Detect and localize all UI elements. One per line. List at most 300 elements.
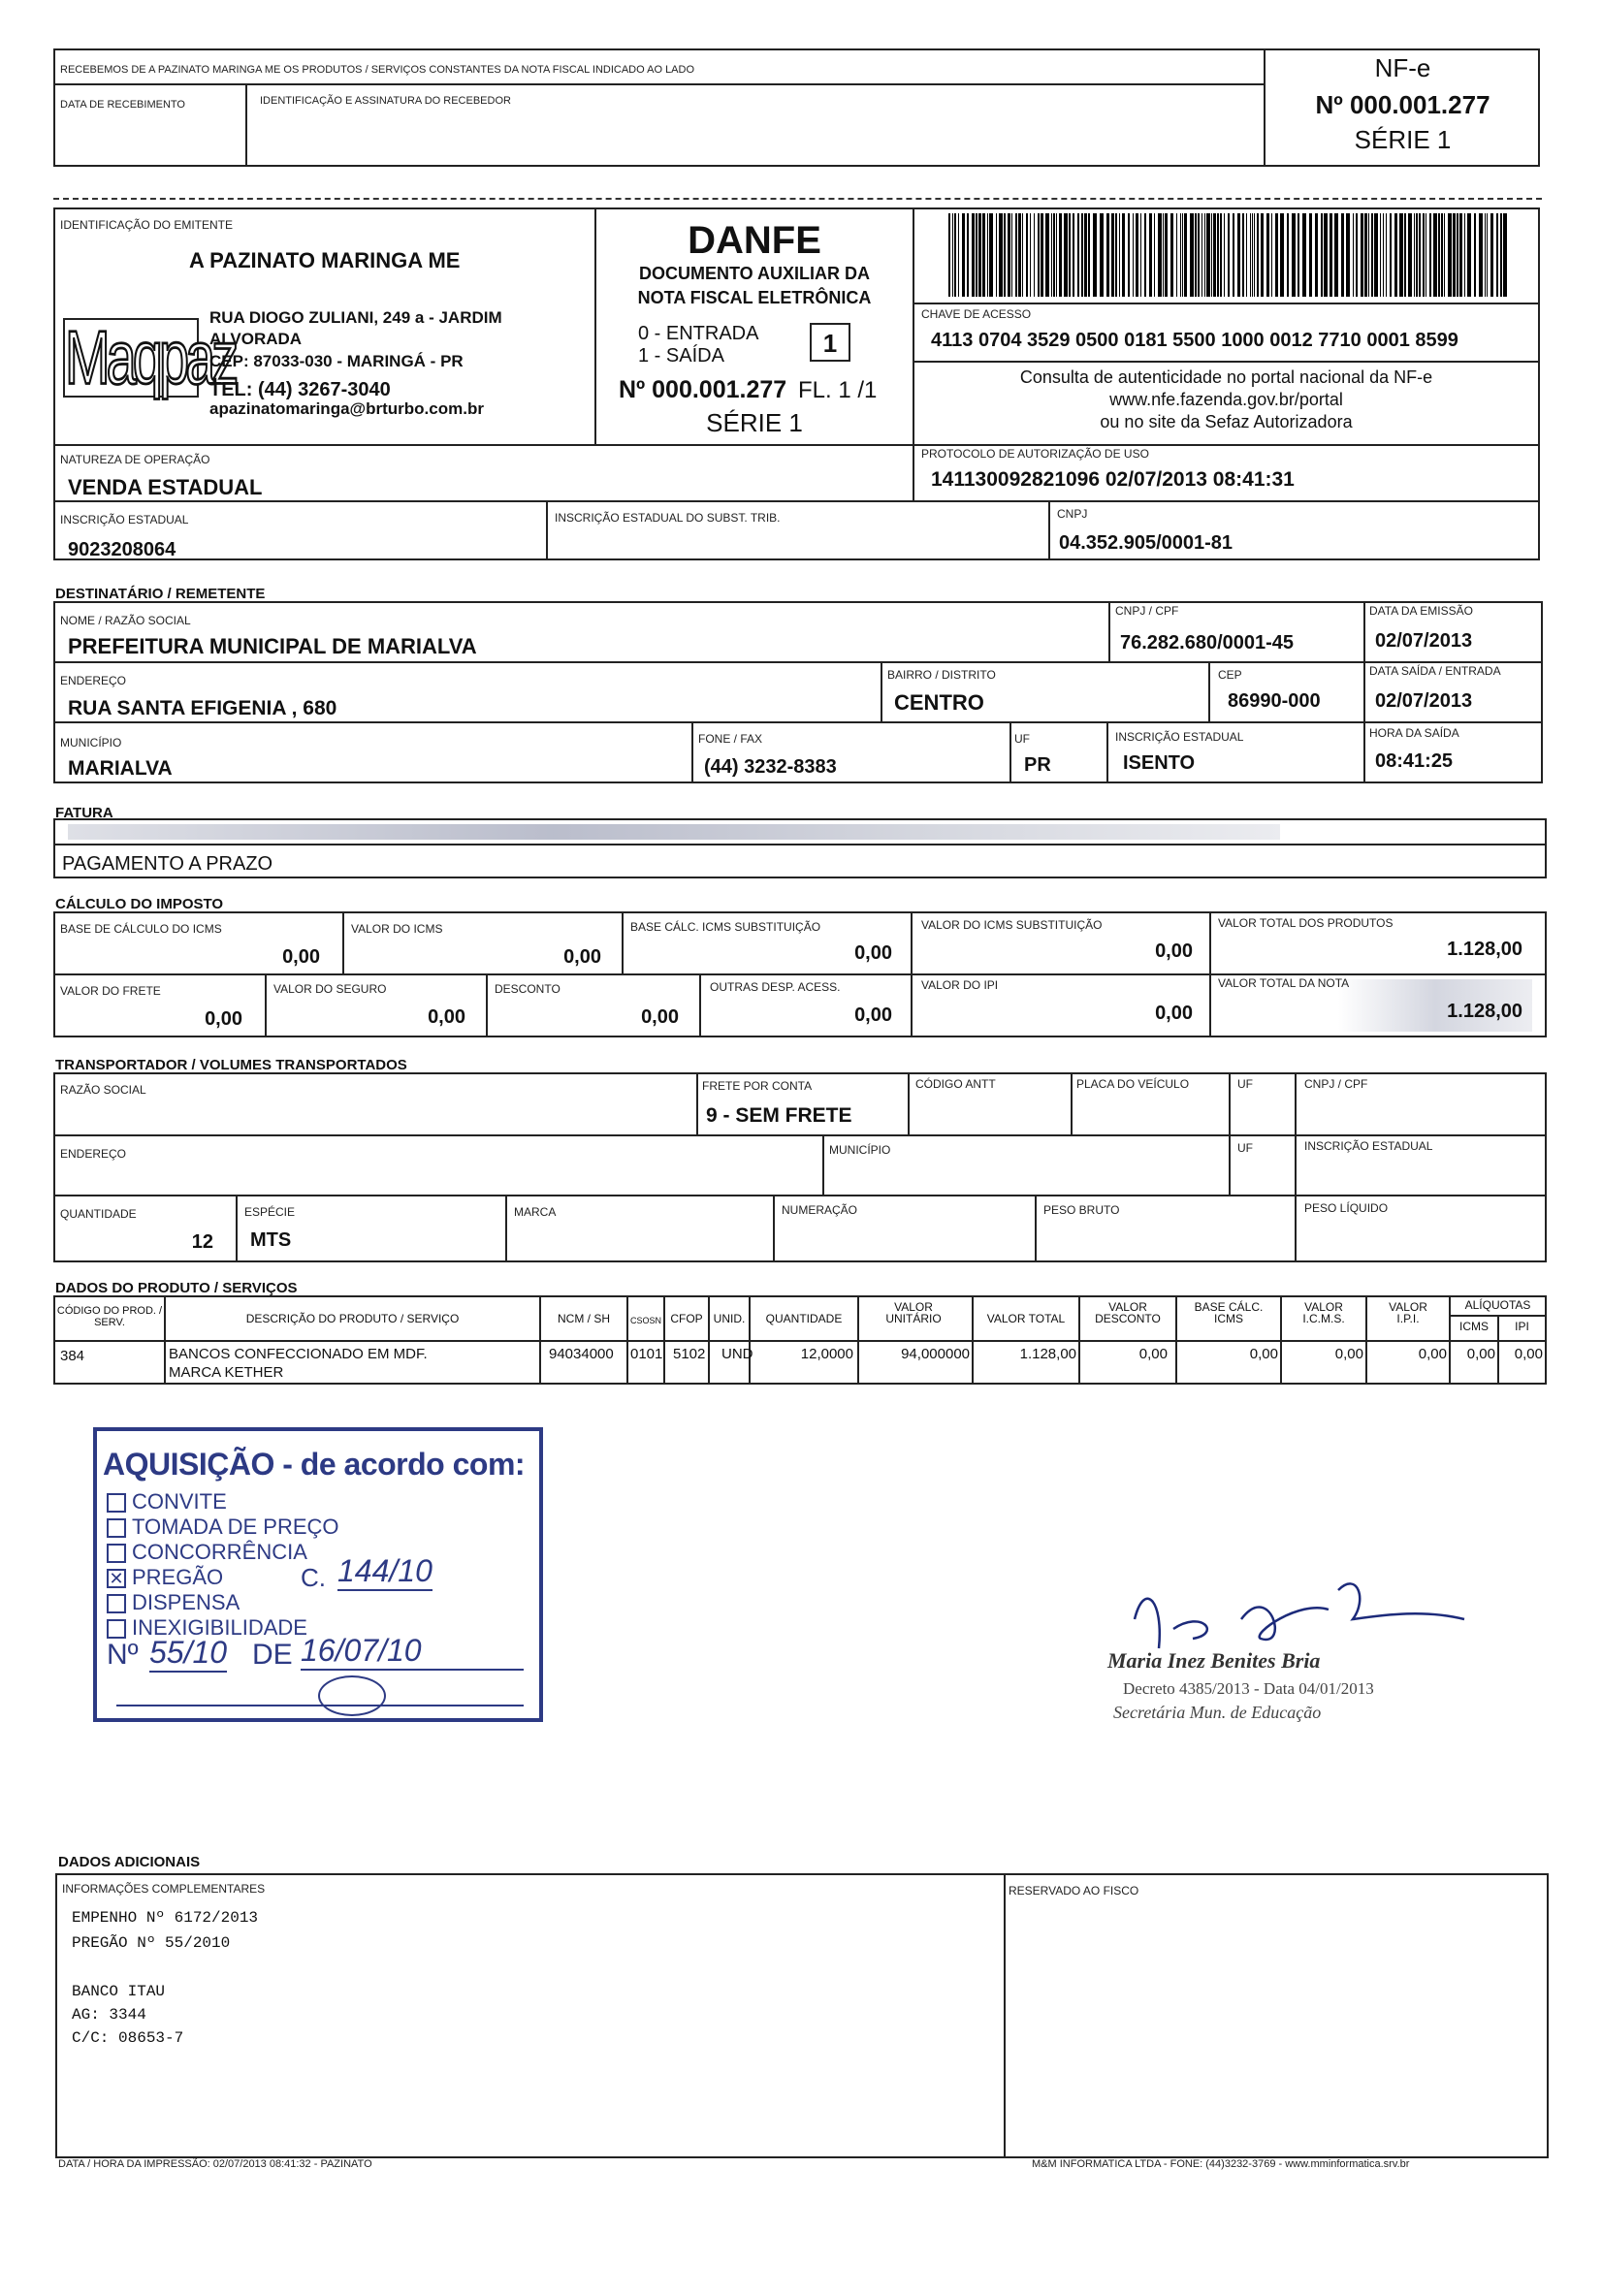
imp-desconto-label: DESCONTO — [495, 982, 561, 996]
barcode — [948, 213, 1511, 297]
col-unitario: VALOR UNITÁRIO — [885, 1300, 942, 1325]
col-base: BASE CÁLC. ICMS — [1194, 1300, 1264, 1325]
danfe-folha: FL. 1 /1 — [798, 377, 878, 403]
dest-emissao-label: DATA DA EMISSÃO — [1369, 604, 1473, 618]
fisco-box — [1004, 1873, 1549, 2158]
barcode-bar — [1088, 213, 1090, 297]
barcode-bar — [1195, 213, 1197, 297]
col-quantidade: QUANTIDADE — [765, 1312, 843, 1325]
barcode-bar — [1073, 213, 1074, 297]
barcode-bar — [1182, 213, 1183, 297]
barcode-bar — [1364, 213, 1367, 297]
dest-nome-label: NOME / RAZÃO SOCIAL — [60, 614, 191, 627]
barcode-bar — [1390, 213, 1392, 297]
imp-total-prod-label: VALOR TOTAL DOS PRODUTOS — [1218, 916, 1394, 930]
barcode-bar — [1467, 213, 1471, 297]
emitter-section-label: IDENTIFICAÇÃO DO EMITENTE — [60, 218, 234, 232]
barcode-bar — [1485, 213, 1486, 297]
info-line-1: EMPENHO Nº 6172/2013 — [72, 1909, 259, 1927]
barcode-bar — [1158, 213, 1162, 297]
col-vdesconto: VALOR DESCONTO — [1095, 1300, 1161, 1325]
col-aliquotas: ALÍQUOTAS — [1464, 1298, 1531, 1312]
barcode-bar — [1423, 213, 1425, 297]
receipt-date-cell — [53, 83, 247, 167]
transp-frete-label: FRETE POR CONTA — [702, 1079, 813, 1093]
imp-valor-st: 0,00 — [1155, 941, 1193, 962]
row-csosn: 0101 — [630, 1346, 663, 1362]
barcode-bar — [976, 213, 977, 297]
ie-subst-label: INSCRIÇÃO ESTADUAL DO SUBST. TRIB. — [555, 511, 781, 525]
dest-bairro-label: BAIRRO / DISTRITO — [887, 668, 996, 682]
column-divider — [663, 1295, 665, 1385]
stamp-option-label: DISPENSA — [132, 1590, 240, 1614]
fatura-bar — [68, 824, 1280, 840]
barcode-bar — [952, 213, 953, 297]
row-unit: 94,000000 — [901, 1346, 970, 1362]
emitter-cep: CEP: 87033-030 - MARINGÁ - PR — [209, 352, 464, 370]
barcode-bar — [1011, 213, 1012, 297]
barcode-bar — [1433, 213, 1437, 297]
logo-text: Maqpaz — [65, 314, 236, 400]
imp-total-prod: 1.128,00 — [1447, 939, 1522, 960]
barcode-bar — [1441, 213, 1443, 297]
info-line-6: C/C: 08653-7 — [72, 2029, 184, 2047]
info-line-4: BANCO ITAU — [72, 1983, 166, 2000]
danfe-saida: 1 - SAÍDA — [638, 345, 724, 367]
barcode-bar — [1408, 213, 1412, 297]
barcode-bar — [1371, 213, 1373, 297]
produtos-section: DADOS DO PRODUTO / SERVIÇOS — [55, 1280, 298, 1296]
consulta-line2: www.nfe.fazenda.gov.br/portal — [1109, 390, 1343, 409]
receipt-date-label: DATA DE RECEBIMENTO — [60, 99, 185, 111]
receipt-serie: SÉRIE 1 — [1354, 125, 1452, 154]
transp-liquido-label: PESO LÍQUIDO — [1304, 1201, 1389, 1215]
dest-cnpj-label: CNPJ / CPF — [1115, 604, 1179, 618]
row-base: 0,00 — [1249, 1346, 1278, 1362]
barcode-bar — [1448, 213, 1452, 297]
barcode-bar — [989, 213, 993, 297]
transp-qtd: 12 — [191, 1231, 213, 1253]
emitter-tel: TEL: (44) 3267-3040 — [209, 379, 391, 400]
dest-emissao: 02/07/2013 — [1375, 630, 1473, 652]
imp-outras-label: OUTRAS DESP. ACESS. — [710, 980, 841, 994]
row-ipi: 0,00 — [1418, 1346, 1447, 1362]
barcode-bar — [1298, 213, 1299, 297]
imp-seguro-label: VALOR DO SEGURO — [273, 982, 387, 996]
barcode-bar — [1163, 213, 1164, 297]
barcode-bar — [1093, 213, 1097, 297]
stamp-option-label: CONCORRÊNCIA — [132, 1540, 307, 1564]
barcode-bar — [1321, 213, 1323, 297]
barcode-bar — [1399, 213, 1403, 297]
column-divider — [749, 1295, 751, 1385]
info-line-5: AG: 3344 — [72, 2006, 146, 2024]
dest-fone-label: FONE / FAX — [698, 732, 763, 746]
row-total: 1.128,00 — [1019, 1346, 1076, 1362]
danfe-tipo: 1 — [822, 329, 838, 358]
cnpj-label: CNPJ — [1057, 507, 1088, 521]
barcode-bar — [1170, 213, 1173, 297]
barcode-bar — [1111, 213, 1114, 297]
transp-uf-label: UF — [1237, 1077, 1253, 1091]
barcode-bar — [1064, 213, 1068, 297]
dest-nome: PREFEITURA MUNICIPAL DE MARIALVA — [68, 634, 477, 658]
barcode-bar — [1081, 213, 1083, 297]
barcode-bar — [1500, 213, 1502, 297]
barcode-bar — [1224, 213, 1225, 297]
col-cfop: CFOP — [670, 1312, 703, 1325]
stamp-option-label: PREGÃO — [132, 1565, 224, 1589]
barcode-bar — [1106, 213, 1109, 297]
stamp-de-value: 16/07/10 — [301, 1633, 524, 1671]
barcode-bar — [1136, 213, 1138, 297]
imp-base-icms: 0,00 — [282, 946, 320, 968]
danfe-subtitle2: NOTA FISCAL ELETRÔNICA — [637, 288, 872, 307]
aliquotas-divider — [1449, 1315, 1547, 1317]
stamp-de-label: DE — [252, 1639, 293, 1671]
transp-mun-label: MUNICÍPIO — [829, 1143, 891, 1157]
barcode-bar — [1122, 213, 1125, 297]
barcode-bar — [1233, 213, 1234, 297]
barcode-bar — [1030, 213, 1031, 297]
barcode-bar — [1353, 213, 1354, 297]
imp-seguro: 0,00 — [428, 1006, 465, 1028]
barcode-bar — [1254, 213, 1255, 297]
barcode-bar — [1252, 213, 1253, 297]
natureza-label: NATUREZA DE OPERAÇÃO — [60, 453, 210, 466]
barcode-bar — [1334, 213, 1338, 297]
barcode-bar — [996, 213, 997, 297]
barcode-bar — [1374, 213, 1378, 297]
barcode-bar — [1368, 213, 1369, 297]
transp-uf2-label: UF — [1237, 1141, 1253, 1155]
column-divider — [539, 1295, 541, 1385]
transp-qtd-label: QUANTIDADE — [60, 1207, 137, 1221]
dest-hora: 08:41:25 — [1375, 750, 1454, 772]
danfe-subtitle1: DOCUMENTO AUXILIAR DA — [639, 264, 870, 283]
fisco-label: RESERVADO AO FISCO — [1009, 1884, 1139, 1897]
checkbox — [107, 1493, 126, 1513]
checkbox-checked: ✕ — [107, 1569, 126, 1588]
row-aliq-icms: 0,00 — [1466, 1346, 1495, 1362]
transp-frete: 9 - SEM FRETE — [706, 1104, 852, 1127]
info-line-2: PREGÃO Nº 55/2010 — [72, 1934, 231, 1952]
barcode-bar — [978, 213, 981, 297]
imp-frete: 0,00 — [205, 1008, 242, 1030]
receipt-nfe: NF-e — [1374, 53, 1431, 82]
col-total: VALOR TOTAL — [986, 1312, 1066, 1325]
transp-razao-label: RAZÃO SOCIAL — [60, 1083, 146, 1097]
barcode-bar — [1220, 213, 1222, 297]
barcode-bar — [1404, 213, 1406, 297]
imp-ipi-label: VALOR DO IPI — [921, 978, 999, 992]
checkbox — [107, 1544, 126, 1563]
barcode-bar — [1315, 213, 1318, 297]
transp-placa-label: PLACA DO VEÍCULO — [1076, 1077, 1190, 1091]
dest-bairro: CENTRO — [894, 690, 984, 715]
imp-base-st: 0,00 — [854, 942, 892, 964]
fatura-section: FATURA — [55, 805, 113, 821]
column-divider — [626, 1295, 628, 1385]
consulta-line1: Consulta de autenticidade no portal nacional da NF-e — [1019, 367, 1433, 387]
checkbox — [107, 1518, 126, 1538]
dest-fone: (44) 3232-8383 — [704, 756, 837, 778]
barcode-bar — [1004, 213, 1006, 297]
barcode-bar — [967, 213, 969, 297]
barcode-bar — [1292, 213, 1296, 297]
barcode-bar — [1474, 213, 1476, 297]
dest-ie-label: INSCRIÇÃO ESTADUAL — [1115, 730, 1244, 744]
transp-bruto-label: PESO BRUTO — [1043, 1203, 1120, 1217]
barcode-bar — [1503, 213, 1507, 297]
barcode-bar — [1034, 213, 1035, 297]
barcode-bar — [1176, 213, 1177, 297]
signature-line3: Secretária Mun. de Educação — [1113, 1703, 1322, 1722]
imp-desconto: 0,00 — [641, 1006, 679, 1028]
transp-end-label: ENDEREÇO — [60, 1147, 127, 1161]
barcode-bar — [1190, 213, 1194, 297]
danfe-number: Nº 000.001.277 — [619, 376, 787, 403]
barcode-bar — [982, 213, 985, 297]
barcode-bar — [1154, 213, 1155, 297]
barcode-bar — [1346, 213, 1350, 297]
barcode-bar — [1184, 213, 1187, 297]
barcode-bar — [1419, 213, 1421, 297]
barcode-bar — [1015, 213, 1017, 297]
col-vicms: VALOR I.C.M.S. — [1302, 1300, 1345, 1325]
barcode-bar — [1041, 213, 1043, 297]
barcode-bar — [1069, 213, 1071, 297]
barcode-bar — [1361, 213, 1363, 297]
barcode-bar — [987, 213, 988, 297]
emitter-address2: ALVORADA — [209, 330, 303, 348]
row-desc1: BANCOS CONFECCIONADO EM MDF. — [169, 1346, 428, 1362]
stamp-n-value: 55/10 — [149, 1635, 227, 1673]
transp-razao-box — [53, 1072, 698, 1136]
barcode-bar — [1444, 213, 1445, 297]
barcode-bar — [1242, 213, 1244, 297]
footer-right: M&M INFORMATICA LTDA - FONE: (44)3232-3769 - www.mminformatica.srv.br — [1032, 2158, 1410, 2170]
barcode-bar — [1275, 213, 1278, 297]
signature-line2: Decreto 4385/2013 - Data 04/01/2013 — [1123, 1679, 1374, 1698]
chave-label: CHAVE DE ACESSO — [921, 307, 1032, 321]
barcode-bar — [1038, 213, 1040, 297]
barcode-bar — [1414, 213, 1415, 297]
barcode-bar — [1056, 213, 1057, 297]
imp-outras: 0,00 — [854, 1004, 892, 1026]
dest-hora-label: HORA DA SAÍDA — [1369, 726, 1459, 740]
barcode-bar — [1140, 213, 1141, 297]
dest-uf: PR — [1024, 754, 1051, 776]
footer-left: DATA / HORA DA IMPRESSÃO: 02/07/2013 08:41:32 - PAZINATO — [58, 2158, 372, 2170]
transp-especie-label: ESPÉCIE — [244, 1205, 296, 1219]
produtos-header-line — [53, 1340, 1547, 1342]
barcode-bar — [1438, 213, 1440, 297]
protocolo-value: 141130092821096 02/07/2013 08:41:31 — [931, 468, 1295, 491]
barcode-bar — [1330, 213, 1332, 297]
row-aliq-ipi: 0,00 — [1514, 1346, 1543, 1362]
col-ncm: NCM / SH — [558, 1312, 610, 1325]
stamp-c-value: 144/10 — [337, 1553, 433, 1591]
dest-saida-label: DATA SAÍDA / ENTRADA — [1369, 664, 1501, 678]
imp-total-nota-label: VALOR TOTAL DA NOTA — [1218, 976, 1350, 990]
barcode-bar — [1490, 213, 1493, 297]
imp-base-icms-label: BASE DE CÁLCULO DO ICMS — [60, 922, 222, 936]
barcode-bar — [1271, 213, 1272, 297]
barcode-bar — [1496, 213, 1498, 297]
natureza-value: VENDA ESTADUAL — [68, 475, 263, 499]
row-unid: UND — [721, 1346, 753, 1362]
barcode-bar — [1237, 213, 1240, 297]
barcode-bar — [1211, 213, 1212, 297]
barcode-bar — [1204, 213, 1205, 297]
barcode-bar — [1077, 213, 1079, 297]
barcode-bar — [1324, 213, 1328, 297]
barcode-bar — [1464, 213, 1465, 297]
barcode-bar — [1257, 213, 1259, 297]
checkbox — [107, 1619, 126, 1639]
barcode-bar — [954, 213, 956, 297]
barcode-bar — [1022, 213, 1023, 297]
dest-cep: 86990-000 — [1228, 690, 1321, 712]
col-descricao: DESCRIÇÃO DO PRODUTO / SERVIÇO — [245, 1312, 460, 1325]
barcode-bar — [1053, 213, 1055, 297]
barcode-bar — [1459, 213, 1462, 297]
barcode-bar — [1394, 213, 1397, 297]
barcode-bar — [1416, 213, 1418, 297]
danfe-serie: SÉRIE 1 — [706, 408, 803, 437]
dest-cnpj: 76.282.680/0001-45 — [1120, 632, 1295, 654]
danfe-entrada: 0 - ENTRADA — [638, 323, 759, 344]
barcode-bar — [1246, 213, 1247, 297]
receipt-text: RECEBEMOS DE A PAZINATO MARINGA ME OS PRODUTOS / SERVIÇOS CONSTANTES DA NOTA FISCAL INDICADO AO LADO — [60, 64, 695, 76]
barcode-bar — [1133, 213, 1134, 297]
col-vipi: VALOR I.P.I. — [1389, 1300, 1427, 1325]
stamp-option-label: CONVITE — [132, 1489, 227, 1514]
col-aliq-ipi: IPI — [1515, 1320, 1529, 1333]
stamp-bottom-line — [116, 1705, 524, 1706]
receipt-sign-label: IDENTIFICAÇÃO E ASSINATURA DO RECEBEDOR — [260, 95, 511, 107]
row-icms: 0,00 — [1334, 1346, 1363, 1362]
barcode-bar — [1266, 213, 1269, 297]
barcode-bar — [1429, 213, 1431, 297]
emitter-logo — [63, 314, 236, 400]
barcode-bar — [1119, 213, 1120, 297]
protocolo-label: PROTOCOLO DE AUTORIZAÇÃO DE USO — [921, 447, 1149, 461]
barcode-bar — [958, 213, 959, 297]
barcode-bar — [1250, 213, 1251, 297]
col-codigo: CÓDIGO DO PROD. / SERV. — [56, 1305, 163, 1328]
stamp-option-label: TOMADA DE PREÇO — [132, 1515, 339, 1539]
barcode-bar — [1026, 213, 1028, 297]
column-divider — [972, 1295, 974, 1385]
dest-endereco: RUA SANTA EFIGENIA , 680 — [68, 697, 337, 719]
fatura-value: PAGAMENTO A PRAZO — [62, 853, 273, 875]
barcode-bar — [1165, 213, 1168, 297]
dest-section: DESTINATÁRIO / REMETENTE — [55, 586, 266, 602]
row-cfop: 5102 — [673, 1346, 706, 1362]
barcode-bar — [1309, 213, 1312, 297]
dest-cep-label: CEP — [1218, 668, 1242, 682]
transp-end-box — [53, 1134, 824, 1196]
emitter-name: A PAZINATO MARINGA ME — [189, 248, 461, 272]
imp-valor-icms: 0,00 — [563, 946, 601, 968]
dest-uf-label: UF — [1014, 732, 1030, 746]
barcode-bar — [1115, 213, 1117, 297]
barcode-bar — [1287, 213, 1289, 297]
stamp-title: AQUISIÇÃO - de acordo com: — [103, 1447, 526, 1482]
column-divider — [708, 1295, 710, 1385]
transp-ie-label: INSCRIÇÃO ESTADUAL — [1304, 1139, 1433, 1153]
dest-municipio: MARIALVA — [68, 757, 173, 780]
row-vdesc: 0,00 — [1138, 1346, 1168, 1362]
stamp-rubric — [318, 1675, 386, 1716]
consulta-line3: ou no site da Sefaz Autorizadora — [1100, 412, 1353, 431]
receipt-number: Nº 000.001.277 — [1315, 90, 1490, 119]
imp-ipi: 0,00 — [1155, 1003, 1193, 1024]
imp-frete-label: VALOR DO FRETE — [60, 984, 161, 998]
checkbox — [107, 1594, 126, 1613]
row-qtd: 12,0000 — [800, 1346, 853, 1362]
stamp-c-label: C. — [301, 1563, 326, 1592]
barcode-bar — [1051, 213, 1052, 297]
barcode-bar — [1228, 213, 1230, 297]
barcode-bar — [1457, 213, 1458, 297]
cnpj-value: 04.352.905/0001-81 — [1059, 532, 1234, 554]
barcode-bar — [1008, 213, 1010, 297]
transp-section: TRANSPORTADOR / VOLUMES TRANSPORTADOS — [55, 1057, 407, 1073]
dest-mun-label: MUNICÍPIO — [60, 736, 122, 749]
barcode-bar — [1128, 213, 1130, 297]
barcode-bar — [1453, 213, 1456, 297]
transp-especie: MTS — [250, 1229, 292, 1251]
barcode-bar — [1180, 213, 1181, 297]
column-divider — [164, 1295, 166, 1385]
adicionais-section: DADOS ADICIONAIS — [58, 1854, 201, 1870]
imp-base-st-label: BASE CÁLC. ICMS SUBSTITUIÇÃO — [630, 920, 821, 934]
chave-value: 4113 0704 3529 0500 0181 5500 1000 0012 7710 0001 8599 — [931, 330, 1458, 351]
barcode-bar — [962, 213, 965, 297]
imp-valor-icms-label: VALOR DO ICMS — [351, 922, 443, 936]
imposto-section: CÁLCULO DO IMPOSTO — [55, 896, 224, 912]
danfe-title: DANFE — [688, 219, 821, 262]
imp-total-nota: 1.128,00 — [1447, 1001, 1522, 1022]
col-unid: UNID. — [713, 1312, 746, 1325]
barcode-bar — [999, 213, 1003, 297]
transp-antt-label: CÓDIGO ANTT — [915, 1077, 996, 1091]
barcode-bar — [1217, 213, 1219, 297]
row-codigo: 384 — [60, 1348, 85, 1364]
barcode-bar — [1059, 213, 1062, 297]
dest-end-label: ENDEREÇO — [60, 674, 127, 687]
fatura-divider — [53, 844, 1547, 845]
barcode-bar — [948, 213, 950, 297]
barcode-bar — [1280, 213, 1284, 297]
barcode-bar — [1045, 213, 1049, 297]
col-aliq-icms: ICMS — [1459, 1320, 1489, 1333]
transp-cnpj-label: CNPJ / CPF — [1304, 1077, 1368, 1091]
barcode-bar — [1100, 213, 1104, 297]
barcode-bar — [1383, 213, 1384, 297]
emitter-address1: RUA DIOGO ZULIANI, 249 a - JARDIM — [209, 308, 502, 327]
dest-ie: ISENTO — [1123, 752, 1196, 774]
ie-label: INSCRIÇÃO ESTADUAL — [60, 513, 189, 526]
emitter-email: apazinatomaringa@brturbo.com.br — [209, 399, 484, 418]
ie-value: 9023208064 — [68, 539, 176, 560]
barcode-bar — [972, 213, 975, 297]
barcode-bar — [1341, 213, 1344, 297]
signature-name: Maria Inez Benites Bria — [1107, 1648, 1321, 1673]
